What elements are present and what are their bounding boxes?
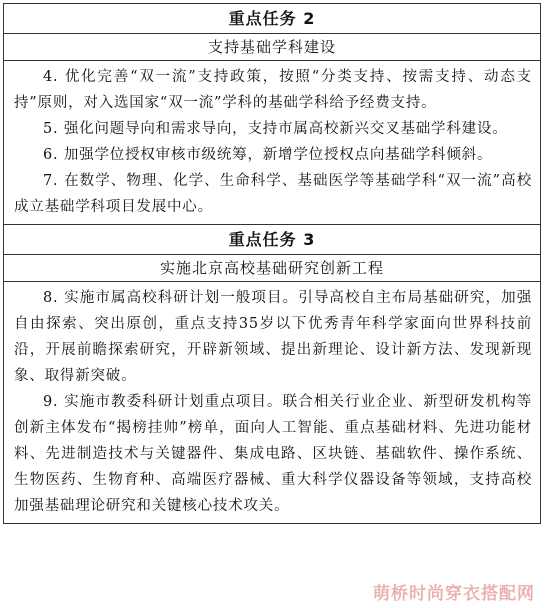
list-item: 4. 优化完善“双一流”支持政策，按照“分类支持、按需支持、动态支持”原则，对入选国家“双一流”学科的基础学科给予经费支持。 xyxy=(14,69,532,111)
list-item: 6. 加强学位授权审核市级统筹，新增学位授权点向基础学科倾斜。 xyxy=(43,147,493,163)
task-items xyxy=(3,281,541,524)
list-item: 8. 实施市属高校科研计划一般项目。引导高校自主布局基础研究，加强自由探索、突出原创，重点支持35岁以下优秀青年科学家面向世界科技前沿，开展前瞻探索研究，开辟新领域、提出新理论、设计新方法、发现新现象、取得新突破。 xyxy=(14,290,532,384)
list-item: 9. 实施市教委科研计划重点项目。联合相关行业企业、新型研发机构等创新主体发布“揭榜挂帅”榜单，面向人工智能、重点基础材料、先进功能材料、先进制造技术与关键器件、集成电路、区块链、基础软件、操作系统、生物医药、生物育种、高端医疗器械、重大科学仪器设备等领域，支持高校加强基础理论研究和关键核心技术攻关。 xyxy=(14,394,532,514)
list-item: 7. 在数学、物理、化学、生命科学、基础医学等基础学科“双一流”高校成立基础学科项目发展中心。 xyxy=(14,173,532,215)
task-table xyxy=(3,3,541,524)
watermark: 萌桥时尚穿衣搭配网 xyxy=(373,584,535,604)
task-subtitle: 支持基础学科建设 xyxy=(3,33,541,60)
task-header: 重点任务 2 xyxy=(3,3,541,33)
list-item: 5. 强化问题导向和需求导向，支持市属高校新兴交叉基础学科建设。 xyxy=(43,121,508,137)
task-subtitle: 实施北京高校基础研究创新工程 xyxy=(3,254,541,281)
task-header: 重点任务 3 xyxy=(3,224,541,254)
task-items xyxy=(3,60,541,224)
